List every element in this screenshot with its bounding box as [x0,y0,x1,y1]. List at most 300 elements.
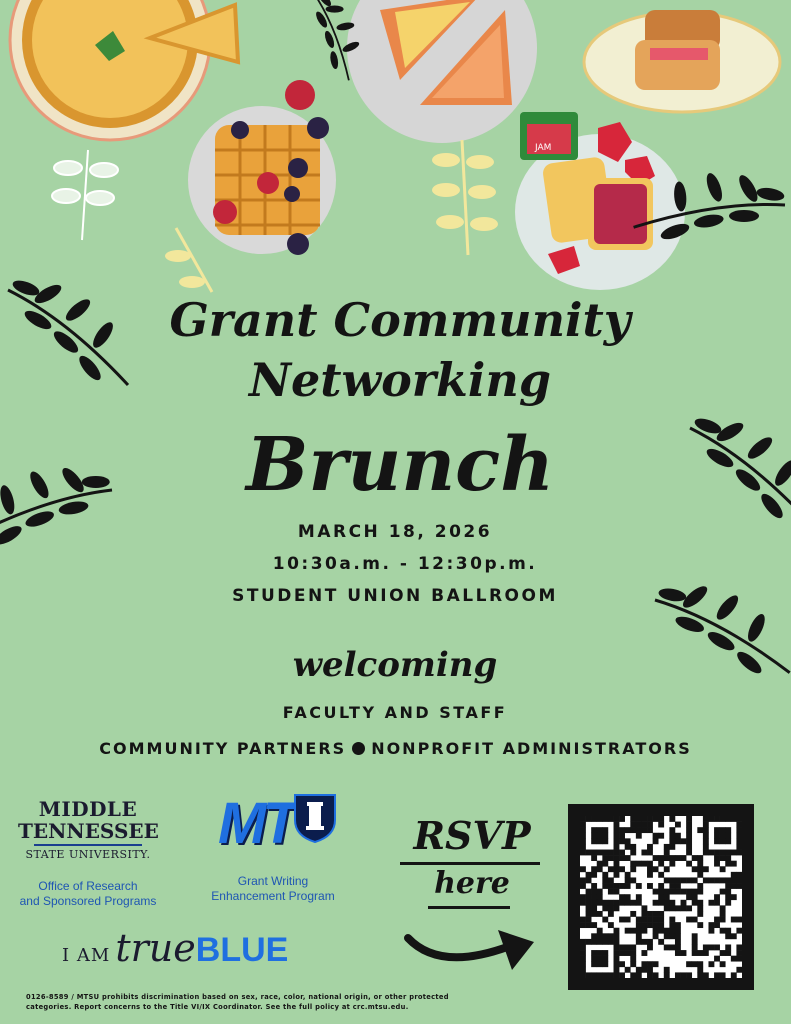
event-title-line-3: Brunch [246,422,554,508]
qr-module [625,967,631,973]
qr-module [580,833,586,839]
qr-module [686,844,692,850]
qr-module [597,889,603,895]
qr-module [619,950,625,956]
qr-module [681,905,687,911]
qr-module [736,950,742,956]
qr-module [625,883,631,889]
curved-arrow-icon [400,920,540,980]
qr-module [591,905,597,911]
qr-module [586,972,592,978]
qr-module [602,939,608,945]
qr-module [697,905,703,911]
qr-module [686,838,692,844]
qr-module [731,956,737,962]
qr-module [708,944,714,950]
qr-module [580,922,586,928]
qr-module [580,866,586,872]
qr-module [614,833,620,839]
qr-module [697,855,703,861]
qr-module [619,917,625,923]
qr-module [720,833,726,839]
qr-module [664,877,670,883]
qr-module [614,956,620,962]
qr-module [641,939,647,945]
qr-module [591,833,597,839]
qr-module [714,917,720,923]
qr-module [681,838,687,844]
qr-module [597,900,603,906]
qr-module [614,883,620,889]
qr-module [641,861,647,867]
qr-module [697,972,703,978]
qr-module [597,911,603,917]
qr-module [636,833,642,839]
qr-module [602,905,608,911]
qr-module [664,894,670,900]
qr-module [647,816,653,822]
qr-module [686,877,692,883]
qr-module [580,877,586,883]
qr-module [664,972,670,978]
qr-module [619,850,625,856]
qr-module [686,850,692,856]
qr-module [686,961,692,967]
rsvp-label: RSVP [413,813,531,858]
qr-module [597,866,603,872]
qr-module [664,866,670,872]
qr-module [725,933,731,939]
qr-module [614,866,620,872]
qr-module [653,972,659,978]
qr-module [602,850,608,856]
qr-module [591,872,597,878]
qr-module [720,866,726,872]
qr-module [720,855,726,861]
qr-module [686,972,692,978]
qr-module [608,883,614,889]
qr-module [586,905,592,911]
qr-module [736,850,742,856]
qr-module [619,833,625,839]
qr-module [681,855,687,861]
qr-module [625,917,631,923]
qr-module [720,905,726,911]
audience-nonprofit-administrators: NONPROFIT ADMINISTRATORS [371,739,692,758]
qr-module [641,967,647,973]
qr-module [725,889,731,895]
qr-module [703,827,709,833]
qr-module [625,900,631,906]
qr-module [586,900,592,906]
qr-module [675,939,681,945]
qr-code-icon [580,816,742,978]
qr-module [630,822,636,828]
qr-module [725,827,731,833]
qr-module [625,950,631,956]
qr-module [591,889,597,895]
qr-module [736,928,742,934]
leaf-branch-icon [287,0,382,80]
qr-module [708,850,714,856]
mt-logo-mark: MT [218,791,294,856]
qr-module [714,972,720,978]
qr-module [641,922,647,928]
event-date: MARCH 18, 2026 [297,522,493,542]
here-underline [428,906,510,909]
qr-module [675,922,681,928]
qr-module [736,883,742,889]
qr-module [647,922,653,928]
qr-module [580,972,586,978]
qr-module [725,883,731,889]
qr-module [675,950,681,956]
qr-module [614,889,620,895]
qr-module [692,939,698,945]
qr-module [669,933,675,939]
qr-module [736,956,742,962]
qr-module [681,950,687,956]
qr-module [653,928,659,934]
office-line-1: Office of Research [38,879,138,893]
qr-module [619,883,625,889]
qr-module [686,917,692,923]
qr-module [669,922,675,928]
qr-module [692,855,698,861]
qr-module [653,911,659,917]
qr-module [669,861,675,867]
qr-module [591,883,597,889]
qr-module [664,900,670,906]
qr-module [602,917,608,923]
qr-module [602,950,608,956]
qr-module [686,816,692,822]
qr-module [658,911,664,917]
qr-module [608,850,614,856]
qr-module [692,889,698,895]
qr-module [697,922,703,928]
qr-module [602,961,608,967]
mtsu-logo [18,798,158,861]
true-blue-true: true [115,926,196,970]
qr-module [653,933,659,939]
qr-module [731,877,737,883]
qr-module [647,872,653,878]
qr-module [653,889,659,895]
qr-module [580,950,586,956]
qr-module [602,883,608,889]
event-title-line-1: Grant Community [169,293,631,347]
qr-module [664,967,670,973]
qr-module [703,877,709,883]
qr-module [630,972,636,978]
qr-module [736,967,742,973]
qr-module [580,939,586,945]
qr-module [720,917,726,923]
qr-module [630,911,636,917]
audience-line-1: FACULTY AND STAFF [282,703,508,722]
qr-module [703,866,709,872]
qr-module [608,816,614,822]
qr-module [669,944,675,950]
qr-module [636,917,642,923]
qr-module [591,827,597,833]
qr-module [653,838,659,844]
qr-module [602,933,608,939]
event-title-line-2: Networking [248,353,552,407]
qr-module [703,944,709,950]
qr-module [725,850,731,856]
qr-module [586,917,592,923]
qr-module [697,967,703,973]
qr-module [597,894,603,900]
qr-module [630,950,636,956]
qr-module [708,928,714,934]
qr-module [586,877,592,883]
qr-module [692,877,698,883]
qr-module [586,889,592,895]
qr-module [703,816,709,822]
qr-module [636,928,642,934]
qr-module [602,956,608,962]
qr-module [686,827,692,833]
qr-module [725,944,731,950]
qr-module [625,827,631,833]
column-shield-icon [292,792,338,844]
disclaimer-line-1: 0126-8589 / MTSU prohibits discrimination based on sex, race, color, national origin, or other protected [26,993,449,1001]
qr-module [664,844,670,850]
qr-module [591,894,597,900]
qr-module [641,827,647,833]
qr-module [725,855,731,861]
qr-module [714,877,720,883]
qr-module [736,838,742,844]
qr-module [697,900,703,906]
mtsu-logo-line-1: MIDDLE [38,797,138,821]
qr-module [636,894,642,900]
qr-module [658,861,664,867]
qr-module [714,922,720,928]
qr-module [591,866,597,872]
qr-module [658,822,664,828]
qr-module [614,872,620,878]
qr-module [669,838,675,844]
qr-module [669,928,675,934]
qr-module [720,850,726,856]
qr-module [614,972,620,978]
qr-module [619,961,625,967]
qr-module [703,972,709,978]
true-blue-iam: I AM [62,945,111,966]
qr-module [608,922,614,928]
qr-module [669,905,675,911]
qr-module [630,956,636,962]
qr-module [725,816,731,822]
qr-module [664,850,670,856]
qr-module [720,928,726,934]
qr-module [580,844,586,850]
qr-module [591,939,597,945]
qr-module [641,850,647,856]
qr-module [720,961,726,967]
qr-module [675,905,681,911]
qr-module [658,922,664,928]
qr-module [602,877,608,883]
qr-module [653,900,659,906]
qr-module [647,822,653,828]
qr-module [675,883,681,889]
qr-module [580,838,586,844]
qr-module [714,833,720,839]
qr-module [608,889,614,895]
qr-module [591,838,597,844]
qr-module [641,816,647,822]
qr-module [736,844,742,850]
qr-module [647,911,653,917]
qr-module [580,961,586,967]
qr-module [697,827,703,833]
qr-module [669,855,675,861]
qr-module [619,944,625,950]
qr-module [669,833,675,839]
qr-module [647,961,653,967]
qr-module [597,950,603,956]
qr-module [658,833,664,839]
qr-module [731,816,737,822]
qr-module [653,833,659,839]
qr-module [636,933,642,939]
qr-module [725,833,731,839]
qr-module [630,944,636,950]
qr-module [669,883,675,889]
qr-module [647,944,653,950]
qr-module [736,833,742,839]
qr-module [608,933,614,939]
rsvp-qr-code[interactable] [568,804,754,990]
qr-module [714,900,720,906]
qr-module [619,894,625,900]
qr-module [580,944,586,950]
qr-module [653,866,659,872]
nondiscrimination-disclaimer [26,992,506,1012]
qr-module [580,850,586,856]
qr-module [708,961,714,967]
qr-module [647,972,653,978]
qr-module [636,827,642,833]
event-venue: STUDENT UNION BALLROOM [232,586,558,606]
qr-module [653,922,659,928]
leaf-branch-icon [634,134,791,287]
qr-module [720,838,726,844]
qr-module [675,972,681,978]
gwep-label [198,874,348,904]
leaf-branch-icon [8,278,128,385]
qr-module [669,889,675,895]
qr-module [731,917,737,923]
qr-module [630,928,636,934]
qr-module [664,855,670,861]
qr-module [597,972,603,978]
qr-module [597,850,603,856]
qr-module [614,844,620,850]
qr-module [597,961,603,967]
qr-module [641,950,647,956]
qr-module [647,850,653,856]
qr-module [703,833,709,839]
qr-module [630,866,636,872]
qr-module [731,850,737,856]
qr-module [692,933,698,939]
qr-module [619,972,625,978]
qr-module [619,866,625,872]
qr-module [653,816,659,822]
qr-module [641,905,647,911]
qr-module [602,816,608,822]
rsvp-here-label: here [434,866,510,901]
qr-module [591,950,597,956]
qr-module [686,833,692,839]
qr-module [697,883,703,889]
qr-module [625,872,631,878]
qr-module [725,928,731,934]
qr-module [686,889,692,895]
qr-module [725,877,731,883]
qr-module [692,944,698,950]
qr-module [580,883,586,889]
leaf-branch-icon [0,437,116,579]
qr-module [614,861,620,867]
qr-module [675,833,681,839]
qr-module [647,939,653,945]
audience-line-2 [0,739,791,758]
qr-module [675,944,681,950]
qr-module [697,911,703,917]
qr-module [736,822,742,828]
qr-module [591,816,597,822]
qr-module [614,900,620,906]
qr-module [614,905,620,911]
qr-module [608,866,614,872]
qr-module [686,822,692,828]
qr-module [636,822,642,828]
office-of-research-label [8,879,168,909]
qr-module [625,928,631,934]
qr-module [658,816,664,822]
qr-module [697,861,703,867]
qr-module [586,894,592,900]
qr-module [619,855,625,861]
qr-module [614,950,620,956]
qr-module [597,833,603,839]
qr-module [681,900,687,906]
qr-module [669,844,675,850]
qr-module [703,950,709,956]
qr-module [731,933,737,939]
qr-module [720,889,726,895]
qr-module [608,972,614,978]
qr-module [602,872,608,878]
qr-module [714,855,720,861]
qr-module [681,877,687,883]
qr-module [580,822,586,828]
gwep-line-2: Enhancement Program [211,889,335,903]
gwep-logo [214,792,340,862]
qr-module [697,961,703,967]
qr-module [736,877,742,883]
qr-module [641,822,647,828]
qr-module [580,894,586,900]
qr-module [636,883,642,889]
